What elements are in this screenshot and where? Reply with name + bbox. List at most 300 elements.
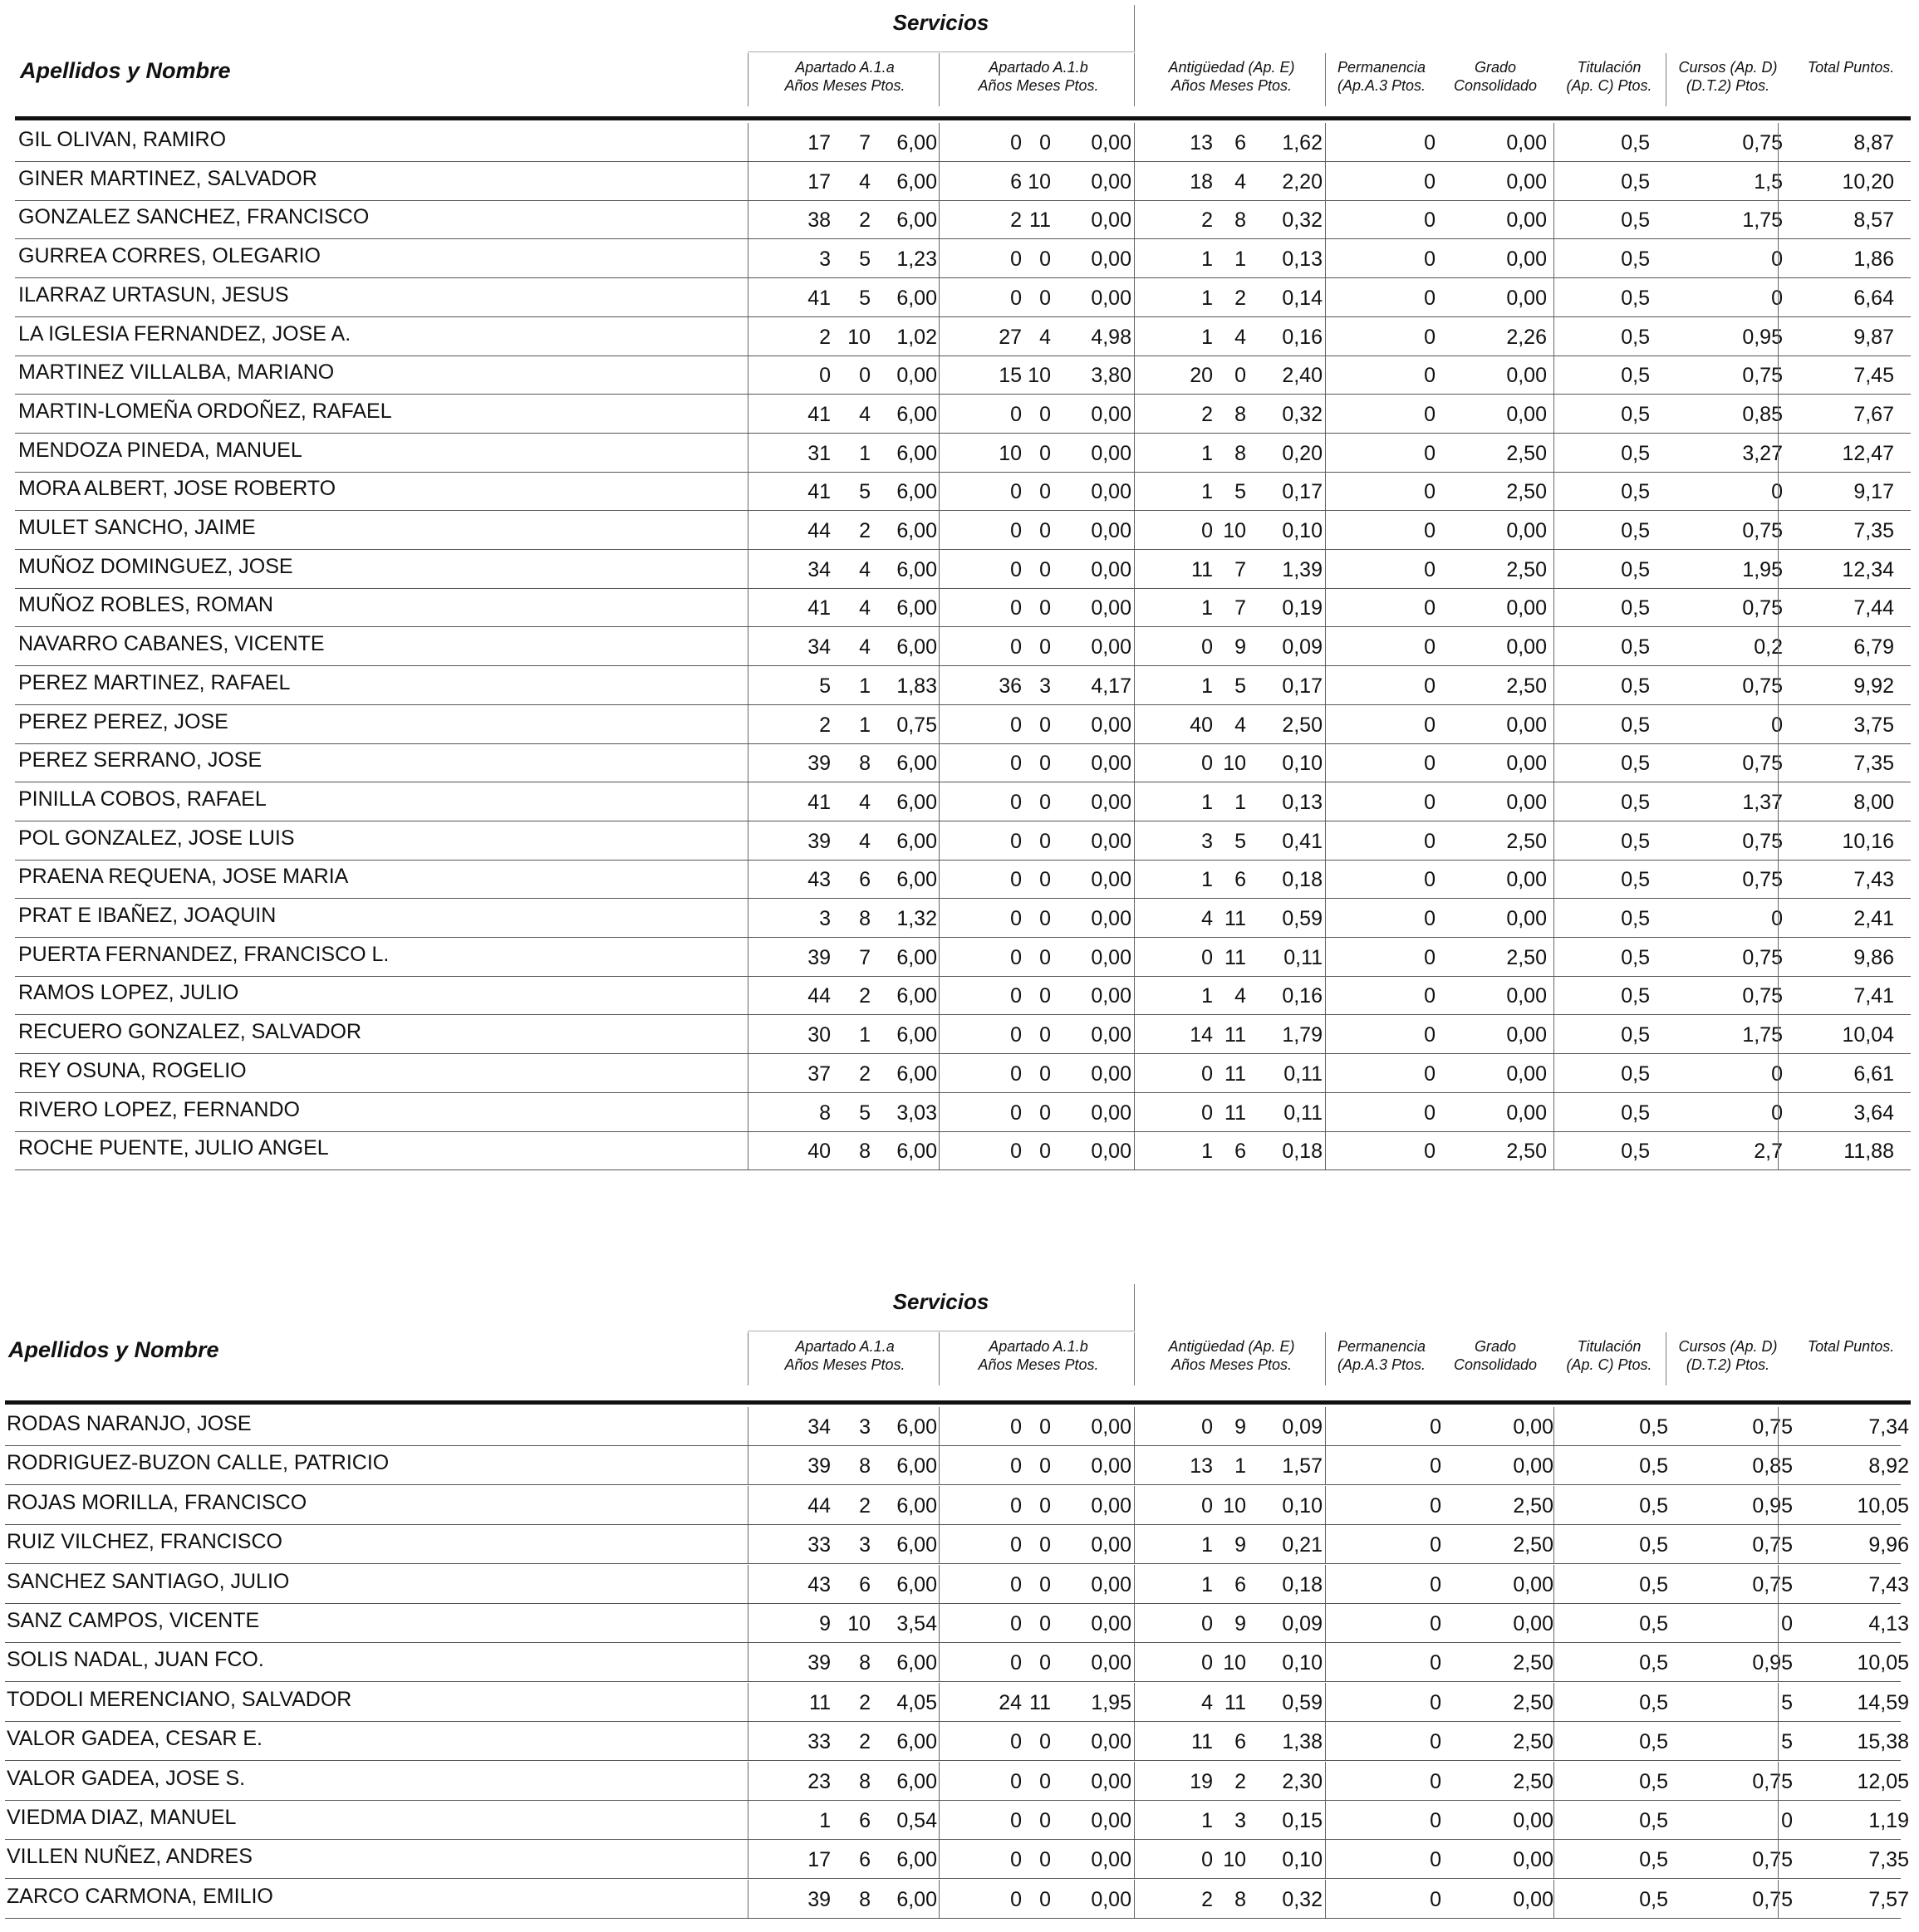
name-column-header: Apellidos y Nombre [20,58,231,83]
cell-value: 41 [807,402,831,426]
person-name: TODOLI MERENCIANO, SALVADOR [7,1687,352,1711]
cell-value: 6,00 [896,1572,937,1596]
cell-value: 44 [807,519,831,542]
cell-divider [1134,395,1135,433]
person-name: VILLEN NUÑEZ, ANDRES [7,1845,253,1869]
column-header-total [1793,58,1909,76]
cell-divider [1553,1486,1554,1524]
cell-value: 0 [1039,752,1051,776]
cell-value: 0 [1424,557,1436,581]
person-name: LA IGLESIA FERNANDEZ, JOSE A. [18,321,351,346]
cell-value: 4 [859,596,871,620]
table-row [0,317,1911,356]
cell-value: 0,5 [1621,829,1650,853]
cell-divider [1134,782,1135,821]
cell-divider [1134,938,1135,976]
cell-value: 0 [1430,1533,1441,1557]
table-row [0,1722,1911,1761]
cell-value: 0 [1424,480,1436,504]
cell-value: 0,10 [1282,519,1323,542]
cell-divider [1325,938,1326,976]
cell-value: 7,35 [1853,752,1894,776]
cell-value: 7,43 [1853,868,1894,892]
cell-value: 0,5 [1639,1769,1668,1793]
cell-divider [1134,976,1135,1014]
cell-divider [939,627,940,665]
cell-value: 1 [859,713,871,737]
cell-value: 11,88 [1843,1140,1894,1164]
cell-value: 6,00 [896,441,937,465]
cell-value: 7 [859,945,871,969]
cell-value: 0 [1010,1651,1022,1675]
cell-value: 0 [1010,596,1022,620]
cell-value: 40 [1190,713,1213,737]
cell-divider [939,550,940,588]
cell-value: 8 [1234,402,1246,426]
cell-value: 2 [859,208,871,233]
cell-value: 2,41 [1853,907,1894,930]
cell-value: 7,57 [1868,1887,1909,1911]
cell-value: 0,5 [1639,1493,1668,1518]
column-header-cursos-line1: Cursos (Ap. D) [1678,1338,1778,1355]
cell-value: 3,64 [1853,1101,1894,1125]
cell-value: 10 [1223,1493,1246,1518]
person-name: MARTIN-LOMEÑA ORDOÑEZ, RAFAEL [18,399,392,423]
cell-value: 6 [859,1848,871,1872]
cell-value: 5 [1234,674,1246,698]
person-name: POL GONZALEZ, JOSE LUIS [18,826,295,850]
cell-value: 0 [1010,1493,1022,1518]
cell-divider [939,395,940,433]
cell-divider [1134,1015,1135,1053]
cell-value: 11 [1225,1690,1246,1714]
table-row [0,1840,1911,1879]
cell-value: 2,50 [1506,674,1547,698]
cell-value: 0 [1039,1769,1051,1793]
cell-value: 10,04 [1842,1023,1894,1047]
cell-divider [1553,938,1554,976]
cell-value: 10 [999,441,1022,465]
cell-value: 12,34 [1842,557,1894,581]
cell-divider [939,511,940,549]
cell-value: 0 [1010,519,1022,542]
cell-value: 0,5 [1621,752,1650,776]
cell-value: 4 [1234,713,1246,737]
cell-value: 0 [1039,402,1051,426]
table-row [0,1604,1911,1643]
table-row [0,976,1911,1015]
cell-value: 6,00 [896,1533,937,1557]
cell-divider [1553,317,1554,356]
cell-value: 5 [1781,1690,1793,1714]
cell-value: 0 [1424,790,1436,814]
cell-value: 0 [1201,1651,1213,1675]
cell-value: 0 [1039,1887,1051,1911]
person-name: PRAT E IBAÑEZ, JOAQUIN [18,904,277,927]
cell-divider [1325,1407,1326,1445]
cell-value: 0,10 [1282,1651,1323,1675]
cell-value: 0,75 [1742,131,1783,154]
cell-value: 3 [819,248,831,272]
cell-value: 1 [1201,286,1213,310]
cell-value: 0,75 [1742,868,1783,892]
column-header-perm [1328,1337,1436,1374]
person-name: GINER MARTINEZ, SALVADOR [18,166,317,190]
cell-divider [1778,1407,1779,1445]
cell-divider [1778,1801,1779,1839]
cell-value: 6,00 [896,868,937,892]
column-header-antig [1142,1337,1321,1374]
cell-value: 0 [1424,364,1436,388]
cell-value: 0,00 [1506,169,1547,194]
cell-value: 0 [1010,248,1022,272]
cell-value: 1,83 [896,674,937,698]
cell-value: 0 [1039,480,1051,504]
cell-divider [1553,1840,1554,1878]
cell-divider [1553,472,1554,510]
cell-value: 1,5 [1754,169,1783,194]
cell-value: 0,14 [1282,286,1323,310]
name-column-header: Apellidos y Nombre [8,1337,219,1362]
cell-divider [1134,1880,1135,1918]
cell-divider [1134,1643,1135,1681]
cell-divider [1553,860,1554,898]
cell-value: 0,13 [1282,248,1323,272]
cell-divider [1778,938,1779,976]
cell-divider [1778,1446,1779,1484]
column-header-grado-line2: Consolidado [1453,77,1538,94]
cell-value: 11 [1225,907,1246,930]
column-header-a1b-line1: Apartado A.1.b [989,59,1088,76]
cell-value: 8 [859,907,871,930]
cell-value: 0 [1039,1651,1051,1675]
cell-value: 11 [1191,557,1213,581]
cell-value: 0 [1201,1612,1213,1635]
cell-divider [1553,356,1554,394]
cell-value: 0,00 [1506,635,1547,660]
cell-divider [939,162,940,200]
cell-value: 43 [807,868,831,892]
cell-value: 0,5 [1639,1454,1668,1478]
table-row [0,200,1911,239]
cell-divider [1778,976,1779,1014]
cell-value: 0,00 [1091,829,1131,853]
cell-value: 0,00 [1091,208,1131,233]
person-name: RECUERO GONZALEZ, SALVADOR [18,1020,362,1044]
cell-value: 0 [1010,1023,1022,1047]
cell-value: 15 [999,364,1022,388]
cell-value: 0 [1781,1809,1793,1832]
cell-value: 6,00 [896,596,937,620]
cell-value: 1,79 [1282,1023,1323,1047]
table-header [0,1329,1911,1405]
cell-value: 6,00 [896,1887,937,1911]
column-header-grado [1441,1337,1549,1374]
header-divider [939,1332,940,1385]
cell-value: 1 [859,1023,871,1047]
cell-value: 8 [859,1887,871,1911]
cell-value: 0,00 [1091,907,1131,930]
cell-divider [1134,511,1135,549]
cell-divider [1134,821,1135,860]
cell-value: 10 [847,325,871,349]
cell-value: 2 [859,519,871,542]
column-header-total [1793,1337,1909,1356]
cell-value: 6,00 [896,829,937,853]
cell-value: 5 [859,286,871,310]
cell-value: 5 [859,248,871,272]
cell-value: 7,43 [1868,1572,1909,1596]
cell-value: 0,11 [1283,945,1323,969]
table-row [0,434,1911,473]
cell-divider [1553,1565,1554,1603]
cell-value: 0,00 [1506,248,1547,272]
cell-value: 0,5 [1621,557,1650,581]
cell-value: 8,57 [1853,208,1894,233]
column-header-antig-line1: Antigüedad (Ap. E) [1168,1338,1295,1355]
cell-divider [939,821,940,860]
cell-value: 0,11 [1283,1101,1323,1125]
cell-divider [1553,200,1554,238]
cell-value: 6,00 [896,131,937,154]
table-row [0,162,1911,201]
cell-value: 0,5 [1639,1612,1668,1635]
cell-value: 44 [807,1493,831,1518]
column-header-cursos [1666,58,1790,95]
cell-value: 6,00 [896,1140,937,1164]
cell-value: 0 [1039,829,1051,853]
person-name: GURREA CORRES, OLEGARIO [18,244,321,268]
cell-value: 0,5 [1621,984,1650,1008]
cell-value: 0 [1010,480,1022,504]
cell-value: 0 [1039,1493,1051,1518]
cell-divider [1778,395,1779,433]
cell-value: 0,09 [1282,635,1323,660]
person-name: VIEDMA DIAZ, MANUEL [7,1806,237,1829]
column-header-grado-line1: Grado [1474,59,1517,76]
cell-value: 0 [1039,557,1051,581]
cell-divider [939,1762,940,1800]
person-name: MUÑOZ ROBLES, ROMAN [18,593,273,617]
cell-value: 0,17 [1282,480,1323,504]
cell-value: 0 [1010,557,1022,581]
cell-divider [1778,550,1779,588]
column-header-perm-line2: (Ap.A.3 Ptos. [1337,77,1426,94]
cell-value: 0,00 [1513,1612,1553,1635]
cell-value: 2,20 [1282,169,1323,194]
cell-divider [939,782,940,821]
cell-value: 0,00 [1091,519,1131,542]
cell-divider [1778,1722,1779,1760]
table-row [0,123,1911,162]
cell-divider [939,317,940,356]
cell-value: 0,5 [1639,1730,1668,1754]
cell-value: 0,5 [1639,1848,1668,1872]
cell-value: 0,5 [1621,674,1650,698]
cell-value: 0,20 [1282,441,1323,465]
cell-value: 0,10 [1282,752,1323,776]
cell-value: 0 [1430,1848,1441,1872]
cell-divider [1778,1486,1779,1524]
cell-value: 4 [859,635,871,660]
cell-value: 5 [859,480,871,504]
cell-value: 1,19 [1868,1809,1909,1832]
cell-divider [1778,821,1779,860]
cell-value: 1 [1201,480,1213,504]
cell-value: 1 [1201,1572,1213,1596]
cell-value: 6 [1234,1730,1246,1754]
cell-divider [1134,550,1135,588]
cell-value: 0 [1039,635,1051,660]
cell-value: 0,00 [1091,1140,1131,1164]
cell-value: 2,50 [1513,1769,1553,1793]
cell-divider [939,1683,940,1721]
cell-value: 5 [859,1101,871,1125]
cell-value: 0 [1771,713,1783,737]
cell-divider [1325,1722,1326,1760]
cell-value: 0 [1039,1101,1051,1125]
cell-divider [1553,1446,1554,1484]
person-name: MORA ALBERT, JOSE ROBERTO [18,477,336,501]
column-header-total-line1: Total Puntos. [1807,59,1895,76]
cell-divider [1325,1880,1326,1918]
person-name: PINILLA COBOS, RAFAEL [18,787,267,811]
cell-divider [939,356,940,394]
cell-divider [1778,1093,1779,1131]
cell-divider [1325,1565,1326,1603]
cell-value: 0 [1039,1533,1051,1557]
cell-divider [1134,434,1135,472]
cell-value: 0 [1039,1062,1051,1086]
cell-value: 3,75 [1853,713,1894,737]
cell-divider [939,1015,940,1053]
cell-value: 0 [1430,1493,1441,1518]
cell-divider [1778,511,1779,549]
cell-value: 4,17 [1091,674,1131,698]
cell-value: 0 [1039,286,1051,310]
cell-value: 0 [1201,1493,1213,1518]
cell-value: 0,75 [1742,519,1783,542]
column-header-grado-line2: Consolidado [1453,1356,1538,1373]
cell-value: 0,00 [1091,1887,1131,1911]
cell-divider [1134,627,1135,665]
cell-value: 14,59 [1857,1690,1909,1714]
cell-value: 0,00 [1506,1101,1547,1125]
cell-value: 39 [807,829,831,853]
cell-value: 0 [1010,790,1022,814]
person-name: NAVARRO CABANES, VICENTE [18,632,325,656]
cell-value: 0,59 [1282,907,1323,930]
cell-value: 0,75 [896,713,937,737]
table-row [0,1762,1911,1801]
cell-divider [1325,472,1326,510]
cell-divider [939,434,940,472]
cell-value: 33 [807,1533,831,1557]
cell-value: 0,75 [1742,364,1783,388]
cell-value: 2 [1010,208,1022,233]
cell-value: 0 [1424,984,1436,1008]
cell-divider [1134,1801,1135,1839]
cell-value: 0,00 [1091,1533,1131,1557]
column-header-cursos-line1: Cursos (Ap. D) [1678,59,1778,76]
cell-value: 0,00 [1513,1415,1553,1439]
cell-divider [1778,1762,1779,1800]
cell-divider [1553,899,1554,937]
cell-value: 0,00 [1506,868,1547,892]
cell-divider [1553,1407,1554,1445]
cell-divider [1134,860,1135,898]
cell-value: 0,00 [1506,1023,1547,1047]
person-name: PRAENA REQUENA, JOSE MARIA [18,865,349,889]
cell-value: 1 [1234,790,1246,814]
cell-divider [1134,1565,1135,1603]
cell-value: 0 [1039,790,1051,814]
cell-value: 0,21 [1282,1533,1323,1557]
cell-value: 10 [1223,1651,1246,1675]
cell-divider [1134,1054,1135,1092]
cell-value: 13 [1190,1454,1213,1478]
cell-divider [1778,860,1779,898]
cell-value: 24 [999,1690,1022,1714]
cell-value: 4,98 [1091,325,1131,349]
cell-value: 1 [819,1809,831,1832]
cell-value: 2,50 [1513,1730,1553,1754]
cell-divider [1325,200,1326,238]
cell-value: 8,92 [1868,1454,1909,1478]
cell-divider [939,278,940,316]
cell-value: 0,2 [1754,635,1783,660]
cell-value: 0 [1010,1454,1022,1478]
column-header-a1b-line1: Apartado A.1.b [989,1338,1088,1355]
cell-divider [939,1880,940,1918]
column-header-perm-line1: Permanencia [1337,59,1426,76]
cell-divider [939,705,940,743]
cell-value: 1 [1201,596,1213,620]
cell-divider [939,1643,940,1681]
cell-value: 0,95 [1752,1651,1793,1675]
cell-value: 11 [1225,1101,1246,1125]
cell-value: 0,13 [1282,790,1323,814]
person-name: PEREZ PEREZ, JOSE [18,709,228,733]
cell-value: 27 [999,325,1022,349]
cell-value: 0,5 [1621,208,1650,233]
table-row [0,705,1911,744]
column-header-titul [1555,58,1663,95]
cell-value: 0 [1424,674,1436,698]
cell-divider [1778,356,1779,394]
cell-value: 0 [1010,1101,1022,1125]
cell-value: 0,5 [1621,441,1650,465]
cell-value: 6,00 [896,984,937,1008]
cell-value: 6 [859,868,871,892]
cell-value: 2,50 [1513,1493,1553,1518]
table-row [0,1131,1911,1170]
cell-value: 0,5 [1621,790,1650,814]
cell-value: 0,00 [896,364,937,388]
cell-value: 0,54 [896,1809,937,1832]
cell-value: 15,38 [1857,1730,1909,1754]
cell-value: 6,00 [896,480,937,504]
cell-value: 1 [1201,1809,1213,1832]
person-name: VALOR GADEA, JOSE S. [7,1766,246,1790]
cell-divider [1553,511,1554,549]
cell-divider [1134,317,1135,356]
cell-value: 7 [1234,557,1246,581]
cell-value: 0 [1010,945,1022,969]
cell-value: 7,35 [1853,519,1894,542]
cell-value: 4 [859,557,871,581]
cell-value: 8 [819,1101,831,1125]
